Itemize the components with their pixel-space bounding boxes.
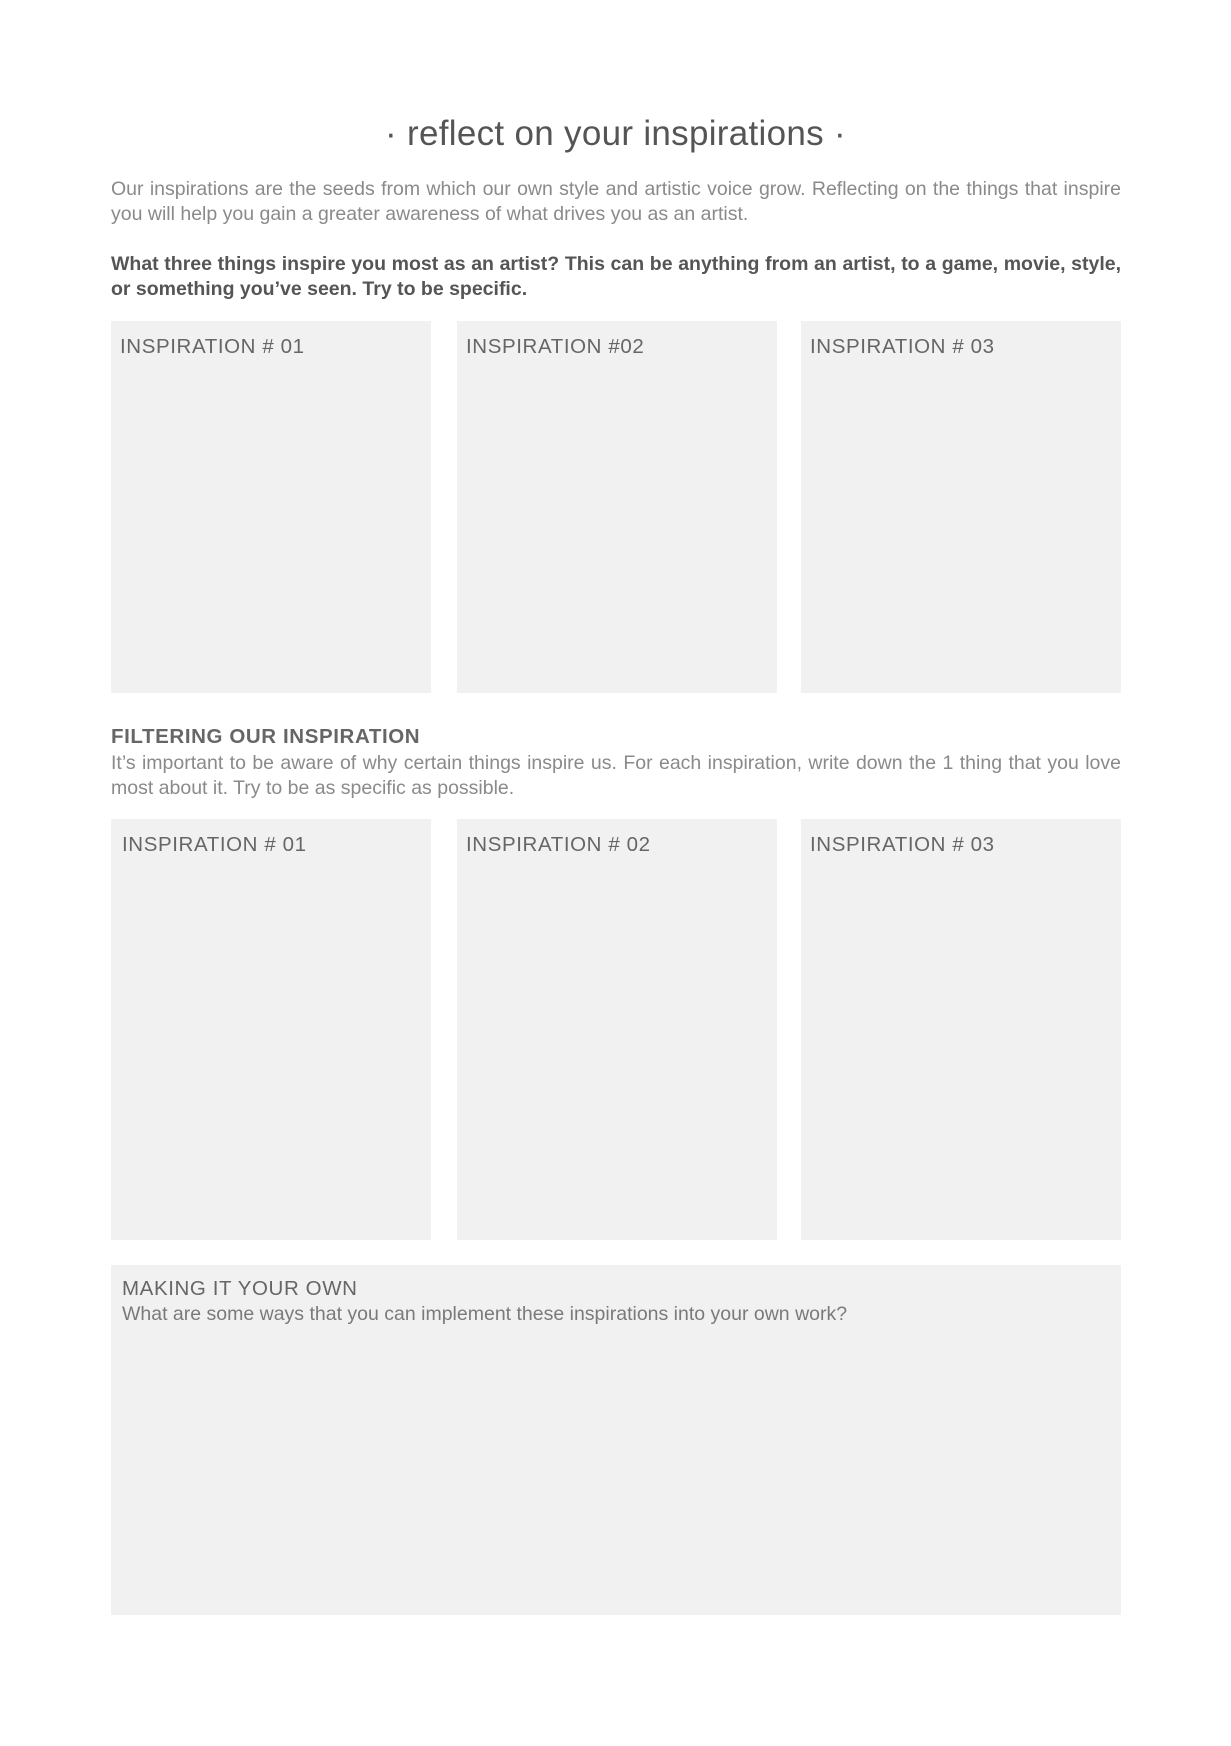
intro-paragraph: Our inspirations are the seeds from which our own style and artistic voice grow. Reflecting on the things that inspire you will help you gain a greater awareness of what drives you as an artist.: [111, 178, 1121, 225]
filtering-box-2[interactable]: [457, 819, 777, 1240]
filtering-box-label: INSPIRATION # 01: [122, 833, 307, 856]
filtering-heading: FILTERING OUR INSPIRATION: [111, 725, 421, 748]
inspiration-box-2[interactable]: [457, 321, 777, 693]
inspiration-box-label: INSPIRATION # 01: [120, 335, 305, 358]
making-it-your-own-heading: MAKING IT YOUR OWN: [122, 1277, 358, 1300]
filtering-box-label: INSPIRATION # 02: [466, 833, 651, 856]
inspiration-box-1[interactable]: [111, 321, 431, 693]
inspiration-box-3[interactable]: [801, 321, 1121, 693]
inspiration-box-label: INSPIRATION #02: [466, 335, 645, 358]
making-it-your-own-description: What are some ways that you can implement these inspirations into your own work?: [122, 1303, 848, 1325]
making-it-your-own-box[interactable]: [111, 1265, 1121, 1615]
filtering-box-1[interactable]: [111, 819, 431, 1240]
question-prompt: What three things inspire you most as an artist? This can be anything from an artist, to a game, movie, style, or something you’ve seen. Try to be specific.: [111, 253, 1121, 300]
filtering-box-label: INSPIRATION # 03: [810, 833, 995, 856]
filtering-box-3[interactable]: [801, 819, 1121, 1240]
filtering-description: It’s important to be aware of why certain things inspire us. For each inspiration, write down the 1 thing that you love most about it. Try to be as specific as possible.: [111, 752, 1121, 799]
inspiration-box-label: INSPIRATION # 03: [810, 335, 995, 358]
page-title: · reflect on your inspirations ·: [385, 114, 846, 153]
